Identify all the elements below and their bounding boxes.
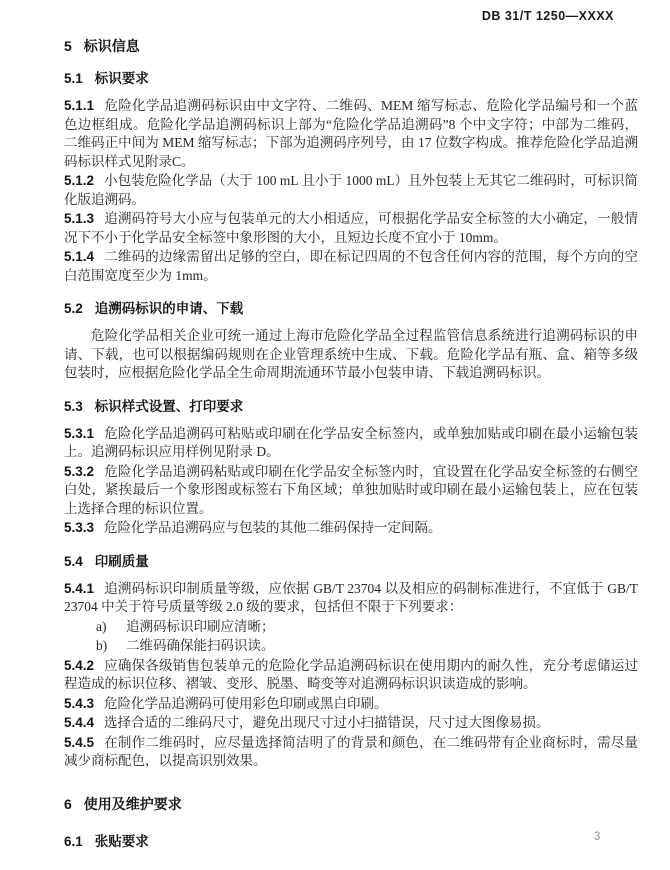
section-number: 5.2 (64, 301, 83, 316)
clause-number: 5.4.1 (64, 580, 95, 596)
clause-5-3-2 (64, 463, 638, 519)
document-header (64, 8, 638, 24)
section-number: 5.4 (64, 553, 83, 569)
clause-5-1-3 (64, 210, 638, 247)
section-6-heading (64, 795, 638, 813)
clause-number: 5.4.4 (64, 715, 95, 730)
section-gap (64, 772, 638, 782)
clause-number: 5.3.3 (64, 520, 95, 535)
clause-text: 小包装危险化学品（大于 100 mL 且小于 1000 mL）且外包装上无其它二维码时，可标识简化版追溯码。 (64, 173, 638, 207)
section-title: 标识要求 (94, 71, 149, 86)
list-item-b (64, 637, 638, 656)
clause-number: 5.1.2 (64, 173, 95, 188)
clause-number: 5.4.2 (64, 657, 95, 673)
clause-number: 5.1.4 (64, 249, 95, 264)
section-5-heading (64, 37, 638, 55)
clause-number: 5.4.3 (64, 695, 95, 711)
section-5-3-heading (64, 398, 638, 416)
section-title: 追溯码标识的申请、下载 (94, 301, 244, 316)
page-number: 3 (594, 831, 601, 843)
clause-text: 二维码的边缘需留出足够的空白，即在标记四周的不包含任何内容的范围，每个方向的空白范围宽度至少为 1mm。 (64, 249, 638, 283)
clause-number: 5.4.5 (64, 734, 95, 750)
paragraph-5-2: 危险化学品相关企业可统一通过上海市危险化学品全过程监管信息系统进行追溯码标识的申请、下载，也可以根据编码规则在企业管理系统中生成、下载。危险化学品有瓶、盒、箱等多级包装时，应根据危险化学品全生命周期流通环节最小包装申请、下载追溯码标识。 (64, 328, 638, 380)
section-title: 使用及维护要求 (83, 795, 182, 812)
clause-text: 追溯码标识印制质量等级，应依据 GB/T 23704 以及相应的码制标准进行，不宜低于 GB/T 23704 中关于符号质量等级 2.0 级的要求，包括但不限于下列要求： (64, 580, 638, 614)
section-number: 6.1 (64, 833, 83, 849)
section-number: 6 (64, 795, 72, 812)
section-number: 5 (64, 38, 72, 54)
doc-code: DB 31/T 1250—XXXX (481, 9, 614, 23)
clause-number: 5.3.1 (64, 425, 95, 441)
clause-text: 追溯码符号大小应与包装单元的大小相适应，可根据化学品安全标签的大小确定，一般情况下不小于化学品安全标签中象形图的大小，且短边长度不宜小于 10mm。 (64, 211, 638, 245)
clause-5-1-2 (64, 172, 638, 209)
clause-5-3-1 (64, 425, 638, 462)
clause-5-4-4 (64, 714, 638, 733)
clause-text: 危险化学品追溯码可粘贴或印刷在化学品安全标签内，或单独加贴或印刷在最小运输包装上。追溯码标识应用样例见附录 D。 (64, 425, 638, 459)
section-title: 张贴要求 (94, 833, 149, 849)
clause-number: 5.3.2 (64, 463, 95, 479)
clause-text: 危险化学品追溯码标识由中文字符、二维码、MEM 缩写标志、危险化学品编号和一个蓝色边框组成。危险化学品追溯码标识上部为“危险化学品追溯码”8 个中文字符；中部为二维码，二维码正中间为 MEM 缩写标志；下部为追溯码序列号，由 17 位数字构成。推荐危险化学品追溯码标识样式见附录C。 (64, 98, 638, 169)
clause-text: 应确保各级销售包装单元的危险化学品追溯码标识在使用期内的耐久性，充分考虑储运过程造成的标识位移、褶皱、变形、脱墨、畸变等对追溯码标识识读造成的影响。 (64, 657, 638, 691)
list-item-a (64, 618, 638, 637)
clause-text: 选择合适的二维码尺寸，避免出现尺寸过小扫描错误，尺寸过大图像易损。 (104, 715, 550, 730)
section-number: 5.3 (64, 398, 83, 414)
clause-5-4-2 (64, 657, 638, 694)
clause-5-4-1 (64, 580, 638, 617)
clause-5-1-1 (64, 97, 638, 171)
list-text: 追溯码标识印刷应清晰； (126, 618, 275, 634)
list-marker: a) (96, 618, 107, 634)
section-title: 标识样式设置、打印要求 (94, 398, 244, 414)
clause-5-4-5 (64, 734, 638, 771)
list-marker: b) (96, 638, 108, 653)
section-number: 5.1 (64, 71, 83, 86)
clause-5-1-4 (64, 248, 638, 285)
clause-5-3-3 (64, 519, 638, 538)
clause-text: 危险化学品追溯码可使用彩色印刷或黑白印刷。 (104, 695, 388, 711)
list-text: 二维码确保能扫码识读。 (126, 638, 275, 653)
section-5-1-heading (64, 70, 638, 88)
clause-number: 5.1.1 (64, 98, 95, 113)
clause-text: 危险化学品追溯码应与包装的其他二维码保持一定间隔。 (104, 520, 442, 535)
clause-text: 在制作二维码时，应尽量选择简洁明了的背景和颜色，在二维码带有企业商标时，需尽量减少商标配色，以提高识别效果。 (64, 734, 638, 768)
section-5-2-heading (64, 300, 638, 318)
section-5-4-heading (64, 553, 638, 571)
section-title: 印刷质量 (94, 553, 149, 569)
section-title: 标识信息 (83, 38, 140, 54)
clause-number: 5.1.3 (64, 211, 95, 226)
clause-5-4-3 (64, 695, 638, 714)
clause-text: 危险化学品追溯码粘贴或印刷在化学品安全标签内时，宜设置在化学品安全标签的右侧空白处，紧挨最后一个象形图或标签右下角区域；单独加贴时或印刷在最小运输包装上，应在包装上选择合理的标识位置。 (64, 463, 638, 516)
section-6-1-heading (64, 833, 638, 851)
